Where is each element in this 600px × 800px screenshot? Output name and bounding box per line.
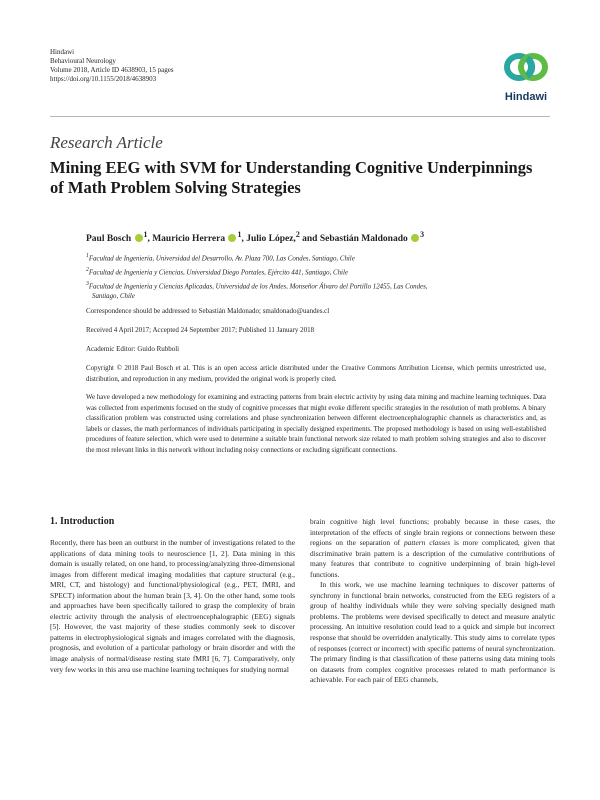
journal-header — [50, 48, 174, 84]
author-name[interactable]: Mauricio Herrera — [152, 234, 226, 245]
hindawi-logo-icon — [496, 45, 556, 91]
affiliation-item — [86, 265, 546, 279]
affiliation-mark: 3 — [86, 280, 89, 287]
journal-name: Behavioural Neurology — [50, 57, 116, 65]
volume-info: Volume 2018, Article ID 4638903, 15 pages — [50, 66, 174, 74]
author-name[interactable]: and Sebastián Maldonado — [302, 234, 408, 245]
academic-editor: Academic Editor: Guido Rubboli — [86, 345, 180, 353]
author-affiliation-mark: 2 — [295, 230, 300, 239]
paragraph-text: is more complicated, given that discriminative brain pattern is a description of the cumulative contributions of many features that contribute to cognitive underpinning of brain high-level functions. — [310, 538, 555, 579]
copyright-notice: Copyright © 2018 Paul Bosch et al. This is an open access article distributed under the Creative Commons Attribution License, which permits unrestricted use, distribution, and reproduction in any medium, provided the original work is properly cited. — [86, 365, 546, 383]
body-column-left: Recently, there has been an outburst in the number of investigations related to the applications of data mining tools to neuroscience [1, 2]. Data mining in this domain is usually related, on one hand, to processing/analyzing three-dimensional images from different medical imaging modalities that capture structural (e.g., MRI, CT, and histology) and functional/physiological (e.g., PET, fMRI, and SPECT) information about the human brain [3, 4]. On the other hand, some tools and approaches have been specifically tailored to grasp the complexity of brain electric activity through the analysis of electroencephalographic (EEG) signals [5]. However, the vast majority of these studies commonly seek to discover patterns in electrophysiological signals and images correlated with the diagnosis, prognosis, and evolution of a particular pathology or brain disorder and with the image analysis of normal/disease resting state fMRI [6, 7]. Comparatively, only very few works in this area use machine learning techniques for studying normal — [50, 538, 295, 674]
abstract: We have developed a new methodology for examining and extracting patterns from brain electric activity by using data mining and machine learning techniques. Data was collected from experiments focused on the study of cognitive processes that might evoke different specific strategies in the resolution of math problems. A binary classification problem was constructed using correlations and phase synchronization between different electroencephalographic channels as characteristics and, as labels or classes, the math performances of individuals participating in specially designed experiments. The proposed methodology is based on using well-established procedures of feature selection, which were used to determine a suitable brain functional network size related to math problem solving strategies and also to discover the most relevant links in this network without including noisy connections or excluding significant connections. — [86, 394, 546, 454]
affiliation-text: Facultad de Ingeniería y Ciencias, Universidad Diego Portales, Ejército 441, Santiago, Chile — [88, 269, 348, 277]
hindawi-logo — [496, 45, 556, 107]
logo-wordmark: Hindawi — [504, 91, 548, 103]
author-name[interactable]: Julio López, — [246, 234, 296, 245]
orcid-icon[interactable] — [228, 234, 236, 242]
author-name[interactable]: Paul Bosch — [86, 234, 132, 245]
header-divider — [50, 116, 550, 117]
author-list: Paul Bosch $^1$, Mauricio Herrera $^1$, Julio López,$^2$ and Sebastián Maldonado $^3$ — [86, 230, 425, 245]
affiliation-mark: 1 — [86, 253, 89, 259]
body-column-right — [310, 517, 555, 686]
affiliation-mark: 2 — [86, 266, 89, 273]
section-heading: 1. Introduction — [50, 516, 115, 527]
affiliation-text: Facultad de Ingeniería y Ciencias Aplicadas, Universidad de los Andes, Monseñor Álvaro del Portillo 12455, Las Condes, — [88, 282, 428, 290]
orcid-icon[interactable] — [135, 234, 143, 242]
publisher-name: Hindawi — [50, 48, 75, 56]
affiliation-continuation: Santiago, Chile — [92, 293, 135, 301]
article-type: Research Article — [50, 133, 163, 152]
correspondence: Correspondence should be addressed to Sebastián Maldonado; smaldonado@uandes.cl — [86, 307, 330, 315]
author-affiliation-mark: 1 — [237, 230, 242, 239]
orcid-icon[interactable] — [411, 234, 419, 242]
affiliation-item — [86, 279, 546, 293]
affiliations — [86, 251, 546, 303]
article-title: Mining EEG with SVM for Understanding Cognitive Underpinnings of Math Problem Solving Strategies — [50, 158, 533, 197]
emphasis-text: pattern classes — [403, 538, 451, 548]
author-affiliation-mark: 1 — [143, 230, 148, 239]
doi-link[interactable]: https://doi.org/10.1155/2018/4638903 — [50, 75, 157, 83]
publication-dates: Received 4 April 2017; Accepted 24 September 2017; Published 11 January 2018 — [86, 326, 315, 334]
author-affiliation-mark: 3 — [420, 230, 425, 239]
paragraph-text: brain cognitive high level functions; probably because in these cases, the interpretation of the effects of single brain regions or connections between these regions on the separation of — [310, 517, 555, 548]
affiliation-text: Facultad de Ingeniería, Universidad del Desarrollo, Av. Plaza 700, Las Condes, Santiago, Chile — [88, 255, 355, 263]
paragraph-text: In this work, we use machine learning techniques to discover patterns of synchrony in functional brain networks, constructed from the EEG registers of a group of healthy individuals while they were solving specially designed math problems. The problems were devised specifically to detect and measure analytic processing. An intuitive resolution could lead to a quick and simple but incorrect response that should be overridden analytically. This study aims to correlate types of responses (correct or incorrect) with specific patterns of neural synchronization. The primary finding is that classification of these patterns using data mining tools on datasets from complex cognitive processes related to math performance is achievable. For each pair of EEG channels, — [310, 580, 555, 685]
affiliation-item — [86, 251, 546, 265]
